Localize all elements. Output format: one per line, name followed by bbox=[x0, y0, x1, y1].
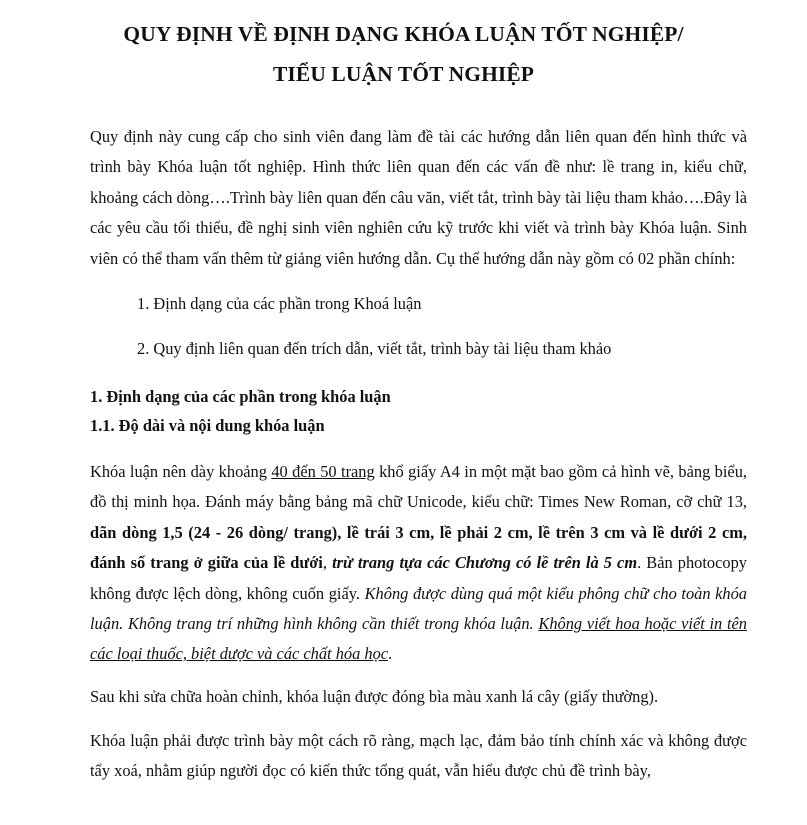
intro-paragraph: Quy định này cung cấp cho sinh viên đang làm đề tài các hướng dẫn liên quan đến hình thức và trình bày Khóa luận tốt nghiệp. Hình thức liên quan đến các vấn đề như: lề trang in, kiểu chữ, khoảng cách dòng….Trình bày liên quan đến câu văn, viết tắt, trình bày tài liệu tham khảo….Đây là các yêu cầu tối thiểu, đề nghị sinh viên nghiên cứu kỹ trước khi viết và trình bày Khóa luận. Sinh viên có thể tham vấn thêm từ giảng viên hướng dẫn. Cụ thể hướng dẫn này gồm có 02 phần chính: bbox=[90, 127, 747, 268]
text-run: , bbox=[322, 553, 333, 573]
main-parts-list bbox=[90, 293, 747, 360]
list-item: 2. Quy định liên quan đến trích dẫn, viết tắt, trình bày tài liệu tham khảo bbox=[137, 339, 612, 359]
document-title bbox=[60, 0, 747, 94]
text-run: . bbox=[388, 644, 393, 664]
list-item: 1. Định dạng của các phần trong Khoá luận bbox=[137, 294, 422, 314]
binding-paragraph: Sau khi sửa chữa hoàn chỉnh, khóa luận được đóng bìa màu xanh lá cây (giấy thường). bbox=[90, 686, 659, 706]
section-heading-1-1: 1.1. Độ dài và nội dung khóa luận bbox=[90, 416, 325, 436]
font-rules-italic: Không được dùng quá một kiểu phông chữ cho toàn khóa luận. Không trang trí những hình không cần thiết trong khóa luận. bbox=[90, 583, 748, 634]
text-run: . Bản photocopy không được lệch dòng, không cuốn giấy. bbox=[90, 553, 747, 603]
text-run: Khóa luận nên dày khoảng bbox=[90, 462, 272, 482]
format-rules-bold: dãn dòng 1,5 (24 - 26 dòng/ trang), lề trái 3 cm, lề phải 2 cm, lề trên 3 cm và lề dưới 2 cm, đánh số trang ở giữa của lề dưới bbox=[90, 522, 747, 573]
chapter-exception-bold-italic: trừ trang tựa các Chương có lề trên là 5 cm bbox=[332, 553, 638, 573]
section-heading-1: 1. Định dạng của các phần trong khóa luận bbox=[90, 387, 391, 407]
text-run: khổ giấy A4 in một mặt bao gồm cả hình vẽ, bảng biểu, đồ thị minh họa. Đánh máy bằng bảng mã chữ Unicode, kiểu chữ: Times New Roman, cỡ chữ 13, bbox=[90, 462, 747, 512]
page-count-underlined: 40 đến 50 trang bbox=[271, 462, 375, 482]
title-line-2: TIỂU LUẬN TỐT NGHIỆP bbox=[272, 62, 535, 86]
title-line-1: QUY ĐỊNH VỀ ĐỊNH DẠNG KHÓA LUẬN TỐT NGHIỆP/ bbox=[123, 22, 684, 46]
capitalization-rule-italic-underlined: Không viết hoa hoặc viết in tên các loại thuốc, biệt dược và các chất hóa học bbox=[90, 614, 747, 664]
length-content-paragraph bbox=[90, 457, 747, 670]
presentation-paragraph: Khóa luận phải được trình bày một cách rõ ràng, mạch lạc, đảm bảo tính chính xác và không được tẩy xoá, nhằm giúp người đọc có kiến thức tổng quát, vẫn hiểu được chủ đề trình bày, bbox=[90, 730, 747, 781]
